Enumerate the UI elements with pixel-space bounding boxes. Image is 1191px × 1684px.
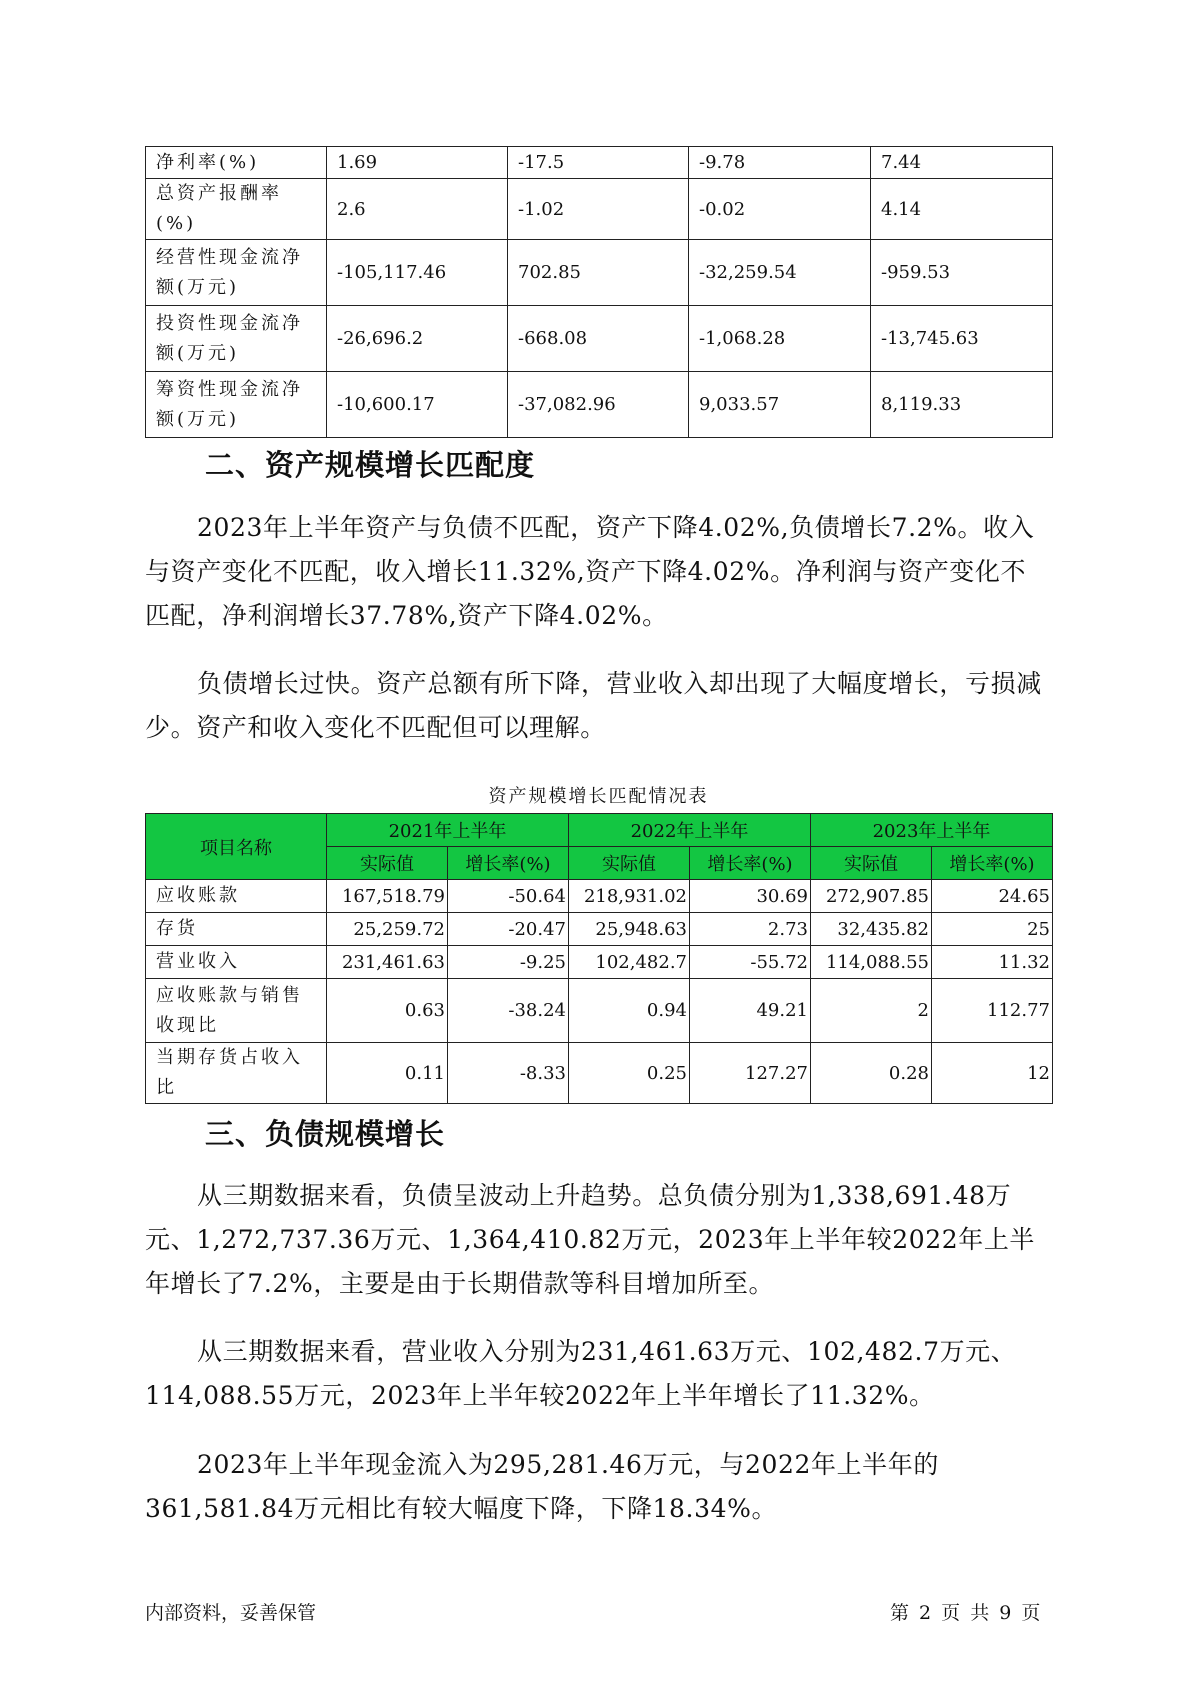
table-cell: -55.72 bbox=[690, 946, 811, 979]
paragraph: 2023年上半年资产与负债不匹配，资产下降4.02%,负债增长7.2%。收入与资产变化不匹配，收入增长11.32%,资产下降4.02%。净利润与资产变化不匹配，净利润增长37.78%,资产下降4.02%。 bbox=[145, 513, 1035, 630]
table-row bbox=[146, 913, 1053, 946]
row-label: 总资产报酬率(%) bbox=[146, 179, 327, 240]
table-cell: 30.69 bbox=[690, 880, 811, 913]
table-cell: -13,745.63 bbox=[871, 306, 1053, 372]
column-header-period: 2022年上半年 bbox=[569, 814, 811, 847]
paragraph: 从三期数据来看，营业收入分别为231,461.63万元、102,482.7万元、114,088.55万元，2023年上半年较2022年上半年增长了11.32%。 bbox=[145, 1337, 1017, 1410]
table-cell: -9.78 bbox=[689, 147, 871, 179]
table-cell: -20.47 bbox=[448, 913, 569, 946]
table-cell: -105,117.46 bbox=[327, 240, 508, 306]
page-number: 第 2 页 共 9 页 bbox=[890, 1602, 1041, 1624]
table-cell: -37,082.96 bbox=[508, 372, 689, 438]
table-cell: 167,518.79 bbox=[327, 880, 448, 913]
table-cell: 114,088.55 bbox=[811, 946, 932, 979]
table-cell: 0.63 bbox=[327, 979, 448, 1043]
table-cell: 231,461.63 bbox=[327, 946, 448, 979]
table-cell: 0.11 bbox=[327, 1043, 448, 1104]
row-label: 存货 bbox=[146, 913, 327, 946]
table-cell: 102,482.7 bbox=[569, 946, 690, 979]
row-label: 应收账款与销售收现比 bbox=[146, 979, 327, 1043]
row-label: 筹资性现金流净额(万元) bbox=[146, 372, 327, 438]
table-cell: -32,259.54 bbox=[689, 240, 871, 306]
table-row bbox=[146, 306, 1053, 372]
table-cell: 272,907.85 bbox=[811, 880, 932, 913]
column-header-period: 2023年上半年 bbox=[811, 814, 1053, 847]
table-cell: -668.08 bbox=[508, 306, 689, 372]
table-row bbox=[146, 946, 1053, 979]
table-cell: 9,033.57 bbox=[689, 372, 871, 438]
table-cell: 25,948.63 bbox=[569, 913, 690, 946]
table-cell: -10,600.17 bbox=[327, 372, 508, 438]
paragraph: 从三期数据来看，负债呈波动上升趋势。总负债分别为1,338,691.48万元、1,272,737.36万元、1,364,410.82万元，2023年上半年较2022年上半年增长了7.2%，主要是由于长期借款等科目增加所至。 bbox=[145, 1181, 1036, 1298]
table-row bbox=[146, 372, 1053, 438]
table-row bbox=[146, 179, 1053, 240]
table-cell: 49.21 bbox=[690, 979, 811, 1043]
row-label: 经营性现金流净额(万元) bbox=[146, 240, 327, 306]
table-cell: 2.73 bbox=[690, 913, 811, 946]
column-header-actual: 实际值 bbox=[327, 847, 448, 880]
table-cell: 25,259.72 bbox=[327, 913, 448, 946]
footer-confidential-note: 内部资料，妥善保管 bbox=[145, 1602, 317, 1624]
table-cell: 127.27 bbox=[690, 1043, 811, 1104]
table-cell: 0.25 bbox=[569, 1043, 690, 1104]
section-heading-liability-growth: 三、负债规模增长 bbox=[205, 1117, 446, 1151]
column-header-item: 项目名称 bbox=[146, 814, 327, 880]
column-header-period: 2021年上半年 bbox=[327, 814, 569, 847]
table-header-row bbox=[146, 814, 1053, 847]
row-label: 当期存货占收入比 bbox=[146, 1043, 327, 1104]
table-cell: -8.33 bbox=[448, 1043, 569, 1104]
table-cell: 112.77 bbox=[932, 979, 1053, 1043]
table-cell: -1,068.28 bbox=[689, 306, 871, 372]
column-header-growth: 增长率(%) bbox=[690, 847, 811, 880]
table-cell: 11.32 bbox=[932, 946, 1053, 979]
row-label: 净利率(%) bbox=[146, 147, 327, 179]
paragraph: 负债增长过快。资产总额有所下降，营业收入却出现了大幅度增长，亏损减少。资产和收入变化不匹配但可以理解。 bbox=[145, 669, 1042, 742]
table-row bbox=[146, 1043, 1053, 1104]
table-cell: 2 bbox=[811, 979, 932, 1043]
table-cell: 4.14 bbox=[871, 179, 1053, 240]
table-row bbox=[146, 979, 1053, 1043]
table-cell: -9.25 bbox=[448, 946, 569, 979]
table-row bbox=[146, 880, 1053, 913]
table-cell: 2.6 bbox=[327, 179, 508, 240]
row-label: 营业收入 bbox=[146, 946, 327, 979]
table-cell: 25 bbox=[932, 913, 1053, 946]
table-cell: -26,696.2 bbox=[327, 306, 508, 372]
table-cell: -50.64 bbox=[448, 880, 569, 913]
column-header-actual: 实际值 bbox=[811, 847, 932, 880]
table-row bbox=[146, 147, 1053, 179]
table-cell: -1.02 bbox=[508, 179, 689, 240]
financial-ratios-table bbox=[145, 146, 1053, 438]
table-cell: 0.28 bbox=[811, 1043, 932, 1104]
table-cell: 218,931.02 bbox=[569, 880, 690, 913]
table-cell: 24.65 bbox=[932, 880, 1053, 913]
table-cell: 1.69 bbox=[327, 147, 508, 179]
asset-growth-match-table bbox=[145, 813, 1053, 1104]
table-row bbox=[146, 240, 1053, 306]
table-cell: -38.24 bbox=[448, 979, 569, 1043]
table-cell: 0.94 bbox=[569, 979, 690, 1043]
table-cell: -17.5 bbox=[508, 147, 689, 179]
section-heading-asset-growth: 二、资产规模增长匹配度 bbox=[205, 448, 536, 482]
column-header-actual: 实际值 bbox=[569, 847, 690, 880]
table-cell: 8,119.33 bbox=[871, 372, 1053, 438]
column-header-growth: 增长率(%) bbox=[932, 847, 1053, 880]
row-label: 投资性现金流净额(万元) bbox=[146, 306, 327, 372]
table-cell: -0.02 bbox=[689, 179, 871, 240]
row-label: 应收账款 bbox=[146, 880, 327, 913]
table-caption: 资产规模增长匹配情况表 bbox=[488, 786, 709, 807]
table-cell: 12 bbox=[932, 1043, 1053, 1104]
table-cell: -959.53 bbox=[871, 240, 1053, 306]
table-cell: 702.85 bbox=[508, 240, 689, 306]
table-cell: 32,435.82 bbox=[811, 913, 932, 946]
column-header-growth: 增长率(%) bbox=[448, 847, 569, 880]
table-cell: 7.44 bbox=[871, 147, 1053, 179]
paragraph: 2023年上半年现金流入为295,281.46万元，与2022年上半年的361,581.84万元相比有较大幅度下降，下降18.34%。 bbox=[145, 1450, 939, 1523]
